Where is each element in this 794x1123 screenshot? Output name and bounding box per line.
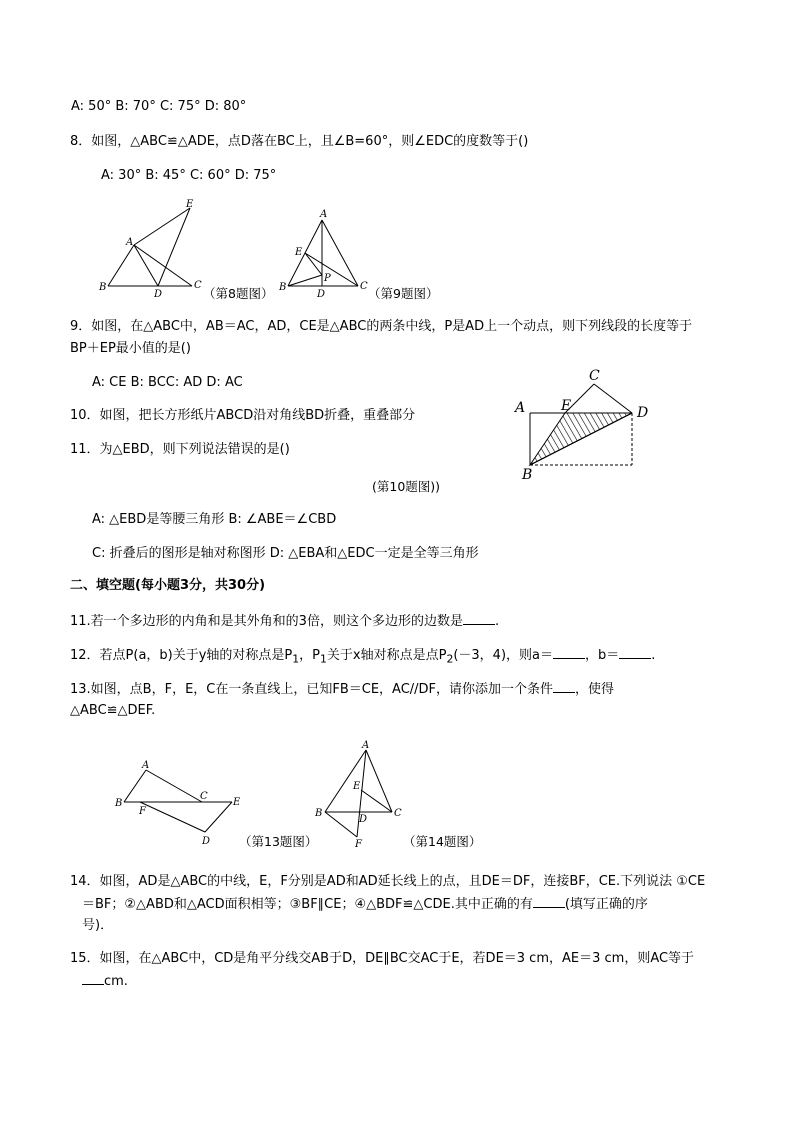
q7-options: A: 50° B: 70° C: 75° D: 80° [71,99,247,114]
fig14-label-a: A [362,740,370,751]
fig13-label-c: C [200,791,208,802]
q9-options: A: CE B: BCC: AD D: AC [92,375,243,390]
fill-q12-text-d: (－3，4)，则a＝ [453,648,553,663]
figure-14 [310,738,410,850]
fill-q12-text-f: . [651,648,656,663]
fig9-label-d: D [317,289,326,300]
fig8-label-b: B [99,282,107,293]
fill-q12-blank-a [553,646,585,659]
fig10-label-e: E [561,398,572,414]
fig13-label-a: A [142,760,150,771]
fill-q13-line2: △ABC≌△DEF. [70,703,156,718]
fig9-label-c: C [360,281,368,292]
fig9-label-p: P [324,273,331,284]
fill-q11-end: . [494,614,500,629]
fig8-caption: （第8题图） [203,286,274,301]
figure-13 [112,755,247,850]
fill-q12-text-e: ，b＝ [585,648,620,663]
fill-q12-text-a: 12．若点P(a，b)关于y轴的对称点是P [70,648,293,663]
fig10-caption: (第10题图)) [372,479,441,494]
fig14-label-c: C [394,808,402,819]
fill-q15-blank [82,972,104,985]
fill-q14-text-b: (填写正确的序 [564,897,648,912]
fig9-label-a: A [320,209,328,220]
fill-q11 [70,612,499,631]
fill-q12-sub2: 2 [446,652,454,666]
fig14-label-d: D [359,814,368,825]
q10-stem: 10．如图，把长方形纸片ABCD沿对角线BD折叠，重叠部分 [70,408,416,423]
q8-stem: 8．如图，△ABC≌△ADE，点D落在BC上，且∠B=60°，则∠EDC的度数等于() [70,134,529,149]
fill-q12-sub1b: 1 [320,652,327,666]
q9-stem-line1: 9．如图，在△ABC中，AB＝AC，AD，CE是△ABC的两条中线，P是AD上一个动点，则下列线段的长度等于 [70,319,693,334]
fig8-label-a: A [126,237,134,248]
fill-q12-blank-b [619,646,651,659]
fig9-label-e: E [295,247,303,258]
fill-q15-line2 [82,972,128,991]
fill-q14-line3: 号)． [82,918,114,933]
fill-q12-sub1: 1 [292,652,300,666]
fig8-label-e: E [186,199,194,210]
q8-options: A: 30° B: 45° C: 60° D: 75° [101,168,277,183]
fill-q11-blank [463,612,495,625]
fig10-label-c: C [589,368,600,384]
fig13-label-f: F [139,806,146,817]
fig13-label-d: D [202,836,211,847]
q9-stem-line2: BP＋EP最小值的是() [70,341,191,356]
q10-options-ab: A: △EBD是等腰三角形 B: ∠ABE＝∠CBD [92,512,337,527]
fig14-label-b: B [315,808,323,819]
fill-q11-text: 11.若一个多边形的内角和是其外角和的3倍，则这个多边形的边数是 [70,614,463,629]
figure-9 [276,205,371,300]
fig9-label-b: B [279,282,287,293]
fill-q12-text-c: 关于x轴对称点是点P [326,648,447,663]
fig14-label-e: E [353,781,361,792]
fill-q14-blank [533,895,565,908]
fill-q12-text-b: ，P [299,648,321,663]
fill-q15-unit: cm. [104,974,128,989]
fill-q13-text-b: ，使得 [575,682,615,697]
fig13-caption: （第13题图） [239,834,318,849]
fill-q13-text-a: 13.如图，点B，F，E，C在一条直线上，已知FB＝CE，AC//DF，请你添加一个条件 [70,682,554,697]
fig14-caption: （第14题图） [403,834,482,849]
q10-options-cd: C: 折叠后的图形是轴对称图形 D: △EBA和△EDC一定是全等三角形 [92,546,479,561]
fill-q14-text-a: ＝BF；②△ABD和△ACD面积相等；③BF∥CE；④△BDF≌△CDE.其中正确的有 [82,897,533,912]
fig14-label-f: F [355,839,362,850]
fill-q13-blank [553,680,575,693]
fig13-label-b: B [115,798,123,809]
fill-q14-line1: 14．如图，AD是△ABC的中线，E，F分别是AD和AD延长线上的点，且DE＝DF，连接BF，CE.下列说法 ①CE [70,874,706,889]
fill-q12 [70,646,655,669]
fig8-label-d: D [154,289,163,300]
q11-stem: 11．为△EBD，则下列说法错误的是() [70,442,290,457]
fill-q14-line2 [82,895,648,914]
fill-q13-line1 [70,680,614,699]
fig9-caption: （第9题图） [368,286,439,301]
figure-8 [98,198,208,298]
fig8-label-c: C [194,280,202,291]
fig10-label-d: D [637,405,649,421]
fig13-label-e: E [233,797,241,808]
fill-q15-line1: 15．如图，在△ABC中，CD是角平分线交AB于D，DE∥BC交AC于E，若DE＝3 cm，AE＝3 cm，则AC等于 [70,951,695,966]
section-2-heading: 二、填空题(每小题3分，共30分) [70,578,266,593]
fig10-label-b: B [522,467,533,483]
fig10-label-a: A [515,400,526,416]
figure-10 [510,365,660,485]
